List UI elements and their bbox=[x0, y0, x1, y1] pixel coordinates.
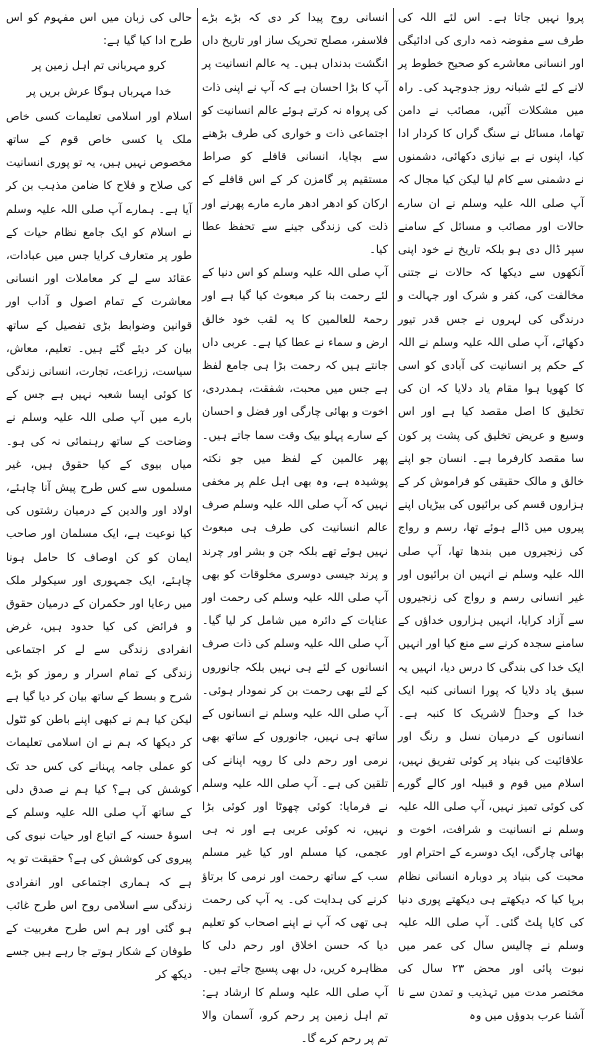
paragraph: آپ صلی اللہ علیہ وسلم کو اس دنیا کے لئے رحمت بنا کر مبعوث کیا گیا ہے اور رحمۃ للعالمین کا یہ لقب خود خالق ارض و سماء نے عطا کیا ہے۔ عربی داں جانتے ہیں کہ رحمت بڑا ہی جامع لفظ ہے جس میں محبت، شفقت، ہمدردی، اخوت و بھائی چارگی اور فضل و احسان کے سارے پہلو بیک وقت سما جاتے ہیں۔ پھر عالمین کے لفظ میں جو نکتہ پوشیدہ ہے، وہ بھی اہل علم پر مخفی نہیں کہ آپ صلی اللہ علیہ وسلم صرف عالم انسانیت کی طرف ہی مبعوث نہیں ہوئے تھے بلکہ جن و بشر اور چرند و پرند جیسی دوسری مخلوقات کو بھی آپ صلی اللہ علیہ وسلم کی رحمت اور عنایات کے دائرہ میں شامل کر لیا گیا۔ آپ صلی اللہ علیہ وسلم کی ذات صرف انسانوں کے لئے ہی نہیں بلکہ جانوروں کے لئے بھی رحمت بن کر نمودار ہوئی۔ آپ صلی اللہ علیہ وسلم نے انسانوں کے ساتھ ہی نہیں، جانوروں کے ساتھ بھی نرمی اور رحم دلی کا رویہ اپنانے کی تلقین کی ہے۔ آپ صلی اللہ علیہ وسلم نے فرمایا: کوئی چھوٹا اور کوئی بڑا نہیں، نہ کوئی عربی ہے اور نہ ہی عجمی، کیا مسلم اور کیا غیر مسلم سب کے ساتھ رحمت اور نرمی کا برتاؤ کرنے کی ہدایت کی۔ یہ آپ کی رحمت ہی تھی کہ آپ نے اپنے اصحاب کو تعلیم دیا کہ حسن اخلاق اور رحم دلی کا مظاہرہ کریں، دل بھی پسیج جاتے ہیں۔ آپ صلی اللہ علیہ وسلم کا ارشاد ہے: تم اہل زمین پر رحم کرو، آسمان والا تم پر رحم کرے گا۔ bbox=[202, 266, 388, 1045]
column-left bbox=[6, 6, 192, 982]
column-divider bbox=[197, 8, 198, 792]
column-middle bbox=[202, 6, 388, 1045]
verse-line: خدا مہرباں ہوگا عرش بریں پر bbox=[26, 84, 172, 98]
paragraph: پروا نہیں جاتا ہے۔ اس لئے اللہ کی طرف سے مفوضہ ذمہ داری کی ادائیگی اور انسانی معاشرے کو صحیح خطوط پر لانے کے لئے شبانہ روز جدوجہد کی۔ راہ میں مشکلات آئیں، مصائب نے دامن تھاما، مسائل نے سنگ گراں کا کردار ادا کیا، اپنوں نے بے نیازی دکھائی، دشمنوں نے دشمنی سے کام لیا لیکن کیا مجال کہ آپ صلی اللہ علیہ وسلم نے ان سارے حالات اور مصائب و مسائل کے سامنے سپر ڈال دی ہو بلکہ تاریخ نے خود اپنی آنکھوں سے دیکھا کہ حالات نے جتنی مخالفت کی، کفر و شرک اور جہالت و درندگی کی لہروں نے جس قدر تیور دکھائے، آپ صلی اللہ علیہ وسلم نے اللہ کے حکم پر انسانیت کی آبادی کو اسی کا کھویا ہوا مقام یاد دلایا کہ ان کی تخلیق کا اصل مقصد کیا ہے اور اس وسیع و عریض تخلیق کی پشت پر کون سا مقصد کارفرما ہے۔ انسان جو اپنے خالق و مالک حقیقی کو فراموش کر کے ہزاروں قسم کی برائیوں کی بیڑیاں اپنے پیروں میں ڈالے ہوئے تھا، رسم و رواج کی زنجیروں میں بندھا تھا، آپ صلی اللہ علیہ وسلم نے انہیں ان برائیوں اور غیر انسانی رسم و رواج کی زنجیروں سے آزاد کرایا، انہیں ہزاروں خداؤں کے سامنے سجدہ کرنے سے منع کیا اور انہیں ایک خدا کی بندگی کا درس دیا، انہیں یہ سبق یاد دلایا کہ پورا انسانی کنبہ ایک خدا کے وحدہٗ لاشریک کا کنبہ ہے۔ انسانوں کے درمیان نسل و رنگ اور علاقائیت کی بنیاد پر کوئی تفریق نہیں، اسلام میں قوم و قبیلہ اور کالے گورے کی کوئی تمیز نہیں، آپ صلی اللہ علیہ وسلم نے انسانیت و شرافت، اخوت و بھائی چارگی، ایک دوسرے کے احترام اور محبت کی بنیاد پر دوبارہ انسانی نظام برپا کیا کہ دیکھتے ہی دیکھتے پوری دنیا کی کایا پلٹ گئی۔ آپ صلی اللہ علیہ وسلم نے چالیس سال کی عمر میں نبوت پائی اور محض ۲۳ سال کی مختصر مدت میں تہذیب و تمدن سے نا آشنا عرب بدوؤں میں وہ bbox=[398, 11, 584, 1022]
column-right bbox=[398, 6, 584, 1022]
paragraph: اسلام اور اسلامی تعلیمات کسی خاص ملک یا کسی خاص قوم کے ساتھ مخصوص نہیں ہیں، یہ تو پوری انسانیت کی صلاح و فلاح کا ضامن مذہب بن کر آیا ہے۔ ہمارے آپ صلی اللہ علیہ وسلم نے اسلام کو ایک جامع نظام حیات کے طور پر متعارف کرایا جس میں عبادات، عقائد سے لے کر معاملات اور انسانی معاشرت کے تمام اصول و آداب اور قوانین وضوابط بڑی تفصیل کے ساتھ بیان کر دیئے گئے ہیں۔ تعلیم، معاش، سیاست، زراعت، تجارت، انسانی زندگی کا کوئی ایسا شعبہ نہیں ہے جس کے بارے میں آپ صلی اللہ علیہ وسلم نے وضاحت کے ساتھ رہنمائی نہ کی ہو۔ میاں بیوی کے کیا حقوق ہیں، غیر مسلموں سے کس طرح پیش آنا چاہئے، اولاد اور والدین کے درمیان رشتوں کی کیا نوعیت ہے، ایک مسلمان اور صاحب ایمان کو کن اوصاف کا حامل ہونا چاہئے، ایک جمہوری اور سیکولر ملک میں رعایا اور حکمران کے درمیان حقوق و فرائض کی کیا حدود ہیں، غرض انفرادی زندگی سے لے کر اجتماعی زندگی کے تمام اسرار و رموز کو بڑے شرح و بسط کے ساتھ بیان کر دیا گیا ہے لیکن کیا ہم نے کبھی اپنے باطن کو ٹٹول کر دیکھا کہ ہم نے ان اسلامی تعلیمات کو عملی جامہ پہنانے کی کس حد تک کوشش کی ہے؟ کیا ہم نے صدق دلی کے ساتھ آپ صلی اللہ علیہ وسلم کے اسوۂ حسنہ کے اتباع اور حیات نبوی کی پیروی کی کوشش کی ہے؟ حقیقت تو یہ ہے کہ ہماری اجتماعی اور انفرادی زندگی سے اسلامی روح اس طرح غائب ہو گئی اور ہم اس طرح مغربیت کے طوفان کے شکار ہوتے جا رہے ہیں جسے دیکھ کر bbox=[6, 109, 192, 982]
paragraph: انسانی روح پیدا کر دی کہ بڑے بڑے فلاسفر، مصلح تحریک ساز اور تاریخ داں انگشت بدنداں ہیں۔ یہ عالم انسانیت پر آپ کا بڑا احسان ہے کہ آپ نے اپنی ذات کی پرواہ نہ کرتے ہوئے عالم انسانیت کو اجتماعی ذات و خواری کی طرف بڑھنے سے بچایا، انسانی قافلے کو صراط مستقیم پر گامزن کر کے اس قافلے کے ارکان کو ادھر ادھر مارے مارے پھرنے اور ذلت کی زندگی جینے سے تحفظ عطا کیا۔ bbox=[202, 11, 388, 257]
column-divider bbox=[393, 8, 394, 792]
verse-intro: حالی کی زبان میں اس مفہوم کو اس طرح ادا کیا گیا ہے: bbox=[6, 11, 192, 48]
verse-line: کرو مہربانی تم اہل زمین پر bbox=[32, 59, 166, 73]
